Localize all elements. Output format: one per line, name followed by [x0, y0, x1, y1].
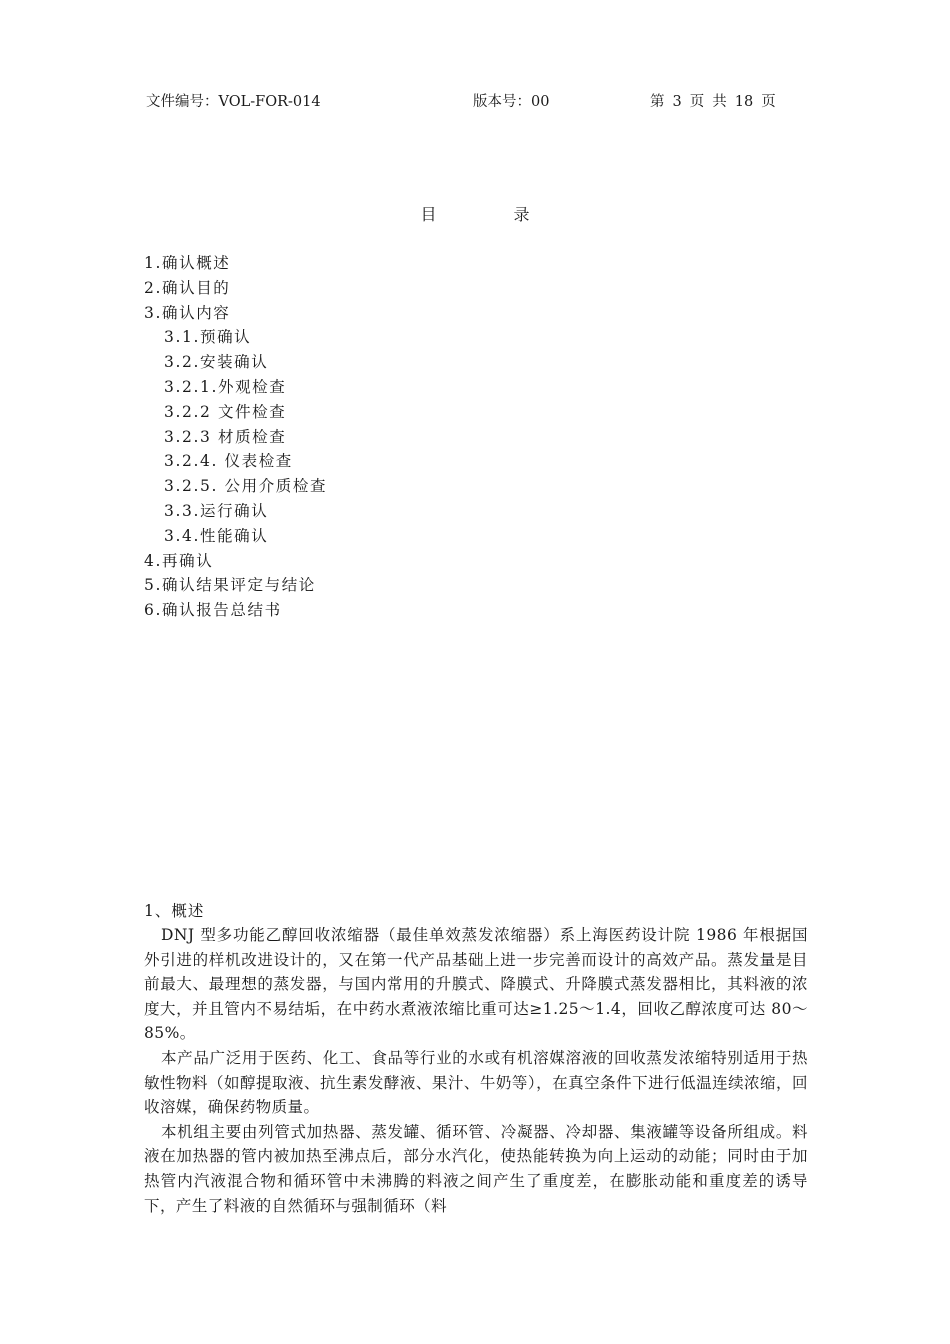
overview-section — [144, 899, 808, 1218]
page-indicator-part: 第 — [650, 94, 665, 110]
toc-item: 4.再确认 — [144, 551, 214, 570]
toc-subitem: 3.1.预确认 — [164, 328, 252, 347]
section-heading: 1、概述 — [144, 902, 205, 920]
toc-item: 1.确认概述 — [144, 254, 231, 272]
toc-subitem: 3.2.5. 公用介质检查 — [164, 477, 328, 496]
toc-subitem: 3.2.1.外观检查 — [164, 377, 287, 396]
page-indicator — [650, 90, 776, 111]
page-indicator-part: 页 — [761, 94, 776, 110]
toc-subitem: 3.4.性能确认 — [164, 526, 269, 545]
table-of-contents — [144, 251, 327, 623]
total-pages-number: 18 — [734, 94, 754, 110]
page-header — [0, 90, 950, 112]
toc-title: 目 录 — [420, 205, 566, 224]
current-page-number: 3 — [672, 94, 682, 110]
page-indicator-part: 共 — [712, 94, 727, 110]
body-paragraph: 本产品广泛用于医药、化工、食品等行业的水或有机溶媒溶液的回收蒸发浓缩特别适用于热敏性物料（如醇提取液、抗生素发酵液、果汁、牛奶等），在真空条件下进行低温连续浓缩，回收溶媒，确保药物质量。 — [144, 1048, 808, 1117]
body-paragraph: 本机组主要由列管式加热器、蒸发罐、循环管、冷凝器、冷却器、集液罐等设备所组成。料液在加热器的管内被加热至沸点后，部分水汽化，使热能转换为向上运动的动能；同时由于加热管内汽液混合物和循环管中未沸腾的料液之间产生了重度差，在膨胀动能和重度差的诱导下，产生了料液的自然循环与强制循环（料 — [144, 1122, 808, 1215]
toc-subitem: 3.2.3 材质检查 — [164, 427, 287, 446]
toc-item: 3.确认内容 — [144, 303, 231, 322]
toc-subitem: 3.2.安装确认 — [164, 353, 269, 372]
page-indicator-part: 页 — [689, 94, 705, 110]
document-number: 文件编号：VOL-FOR-014 — [146, 94, 321, 110]
toc-item: 5.确认结果评定与结论 — [144, 576, 316, 595]
toc-subitem: 3.2.2 文件检查 — [164, 402, 287, 421]
toc-item: 6.确认报告总结书 — [144, 601, 282, 620]
body-paragraph: DNJ 型多功能乙醇回收浓缩器（最佳单效蒸发浓缩器）系上海医药设计院 1986 年根据国外引进的样机改进设计的，又在第一代产品基础上进一步完善而设计的高效产品。蒸发量是目前最大、最理想的蒸发器，与国内常用的升膜式、降膜式、升降膜式蒸发器相比，其料液的浓度大，并且管内不易结垢，在中药水煮液浓缩比重可达≥1.25～1.4，回收乙醇浓度可达 80～85%。 — [144, 926, 808, 1043]
toc-subitem: 3.2.4. 仪表检查 — [164, 452, 293, 471]
version-number: 版本号：00 — [473, 94, 550, 110]
toc-subitem: 3.3.运行确认 — [164, 501, 269, 520]
toc-item: 2.确认目的 — [144, 278, 231, 297]
